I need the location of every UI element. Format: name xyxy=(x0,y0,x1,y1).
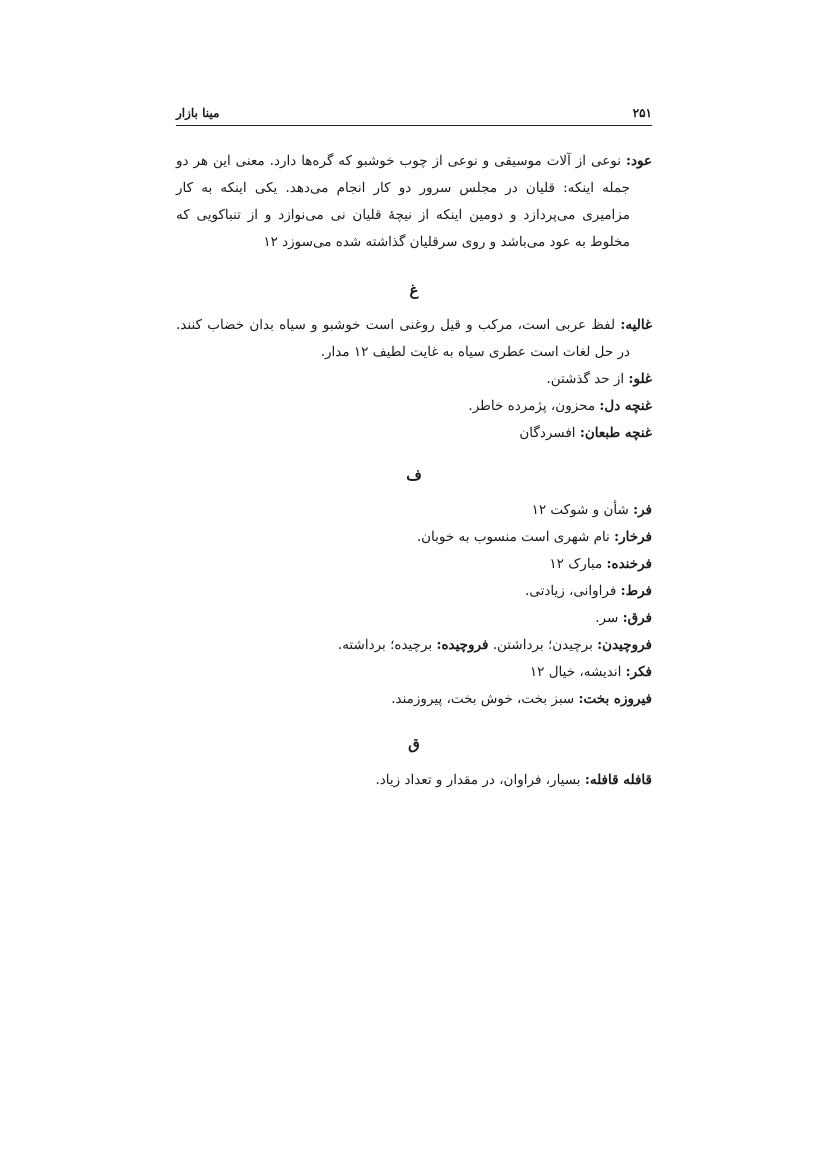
glossary-entry xyxy=(176,393,652,420)
entry-definition: افسردگان xyxy=(519,425,576,441)
entry-definition: سبز بخت، خوش بخت، پیروزمند. xyxy=(391,691,575,707)
entry-definition: مبارک ۱۲ xyxy=(549,556,603,572)
entry-definition: بسیار، فراوان، در مقدار و تعداد زیاد. xyxy=(375,772,581,788)
entry-term: فکر: xyxy=(625,664,652,680)
entry-definition-secondary: برچیده؛ برداشته. xyxy=(337,637,433,653)
entry-term: فرط: xyxy=(620,583,652,599)
entry-definition: فراوانی، زیادتی. xyxy=(525,583,617,599)
section-ghayn xyxy=(176,312,652,447)
glossary-entry xyxy=(176,420,652,447)
page-number: ۲۵۱ xyxy=(632,106,652,120)
glossary-entry xyxy=(176,578,652,605)
entry-definition: نوعی از آلات موسیقی و نوعی از چوب خوشبو که گره‌ها دارد. معنی این هر دو جمله اینکه: قلیان در مجلس سرور دو کار انجام می‌دهد. یکی اینکه به کار مزامیری می‌پردازد و دومین اینکه از نیچهٔ قلیان نی می‌نوازد و از تنباکویی که مخلوط به عود می‌باشد و روی سرقلیان گذاشته شده می‌سوزد ۱۲ xyxy=(176,153,630,250)
entry-term: فروچیدن: xyxy=(597,637,652,653)
entry-definition: از حد گذشتن. xyxy=(546,371,625,387)
running-header xyxy=(176,101,652,126)
glossary-entry xyxy=(176,366,652,393)
glossary-entry xyxy=(176,605,652,632)
entry-term: فیروزه بخت: xyxy=(578,691,652,707)
entry-term: غلو: xyxy=(628,371,652,387)
entry-definition: سر. xyxy=(595,610,619,626)
entry-term-secondary: فروچیده: xyxy=(436,637,489,653)
entry-definition: نام شهری است منسوب به خوبان. xyxy=(416,529,610,545)
glossary-entry xyxy=(176,312,652,366)
glossary-entry xyxy=(176,659,652,686)
section-letter-ghayn: غ xyxy=(409,281,419,299)
section-letter-fa: ف xyxy=(406,466,422,484)
entry-definition: اندیشه، خیال ۱۲ xyxy=(529,664,622,680)
entry-term: غالیه: xyxy=(620,317,653,333)
section-ayn xyxy=(176,148,652,256)
section-letter-qaf: ق xyxy=(408,735,420,753)
entry-term: فرق: xyxy=(622,610,652,626)
glossary-entry xyxy=(176,686,652,713)
glossary-entry xyxy=(176,551,652,578)
entry-term: عود: xyxy=(625,153,652,169)
entry-definition: محزون، پژمرده خاطر. xyxy=(468,398,596,414)
entry-term: قافله قافله: xyxy=(584,772,652,788)
section-fa xyxy=(176,497,652,713)
entry-definition: برچیدن؛ برداشتن. xyxy=(492,637,593,653)
entry-definition: شأن و شوکت ۱۲ xyxy=(531,502,629,518)
section-qaf xyxy=(176,767,652,794)
glossary-entry xyxy=(176,767,652,794)
book-title: مینا بازار xyxy=(176,106,220,120)
glossary-entry xyxy=(176,524,652,551)
entry-term: فرخار: xyxy=(614,529,652,545)
entry-definition: لفظ عربی است، مرکب و قیل روغنی است خوشبو و سیاه بدان خضاب کنند. در حل لغات است عطری سیاه به غایت لطیف ۱۲ مدار. xyxy=(176,317,630,360)
entry-term: غنچه دل: xyxy=(599,398,652,414)
glossary-entry xyxy=(176,497,652,524)
entry-term: فر: xyxy=(633,502,652,518)
glossary-entry xyxy=(176,148,652,256)
glossary-entry xyxy=(176,632,652,659)
entry-term: فرخنده: xyxy=(606,556,652,572)
entry-term: غنچه طبعان: xyxy=(579,425,652,441)
